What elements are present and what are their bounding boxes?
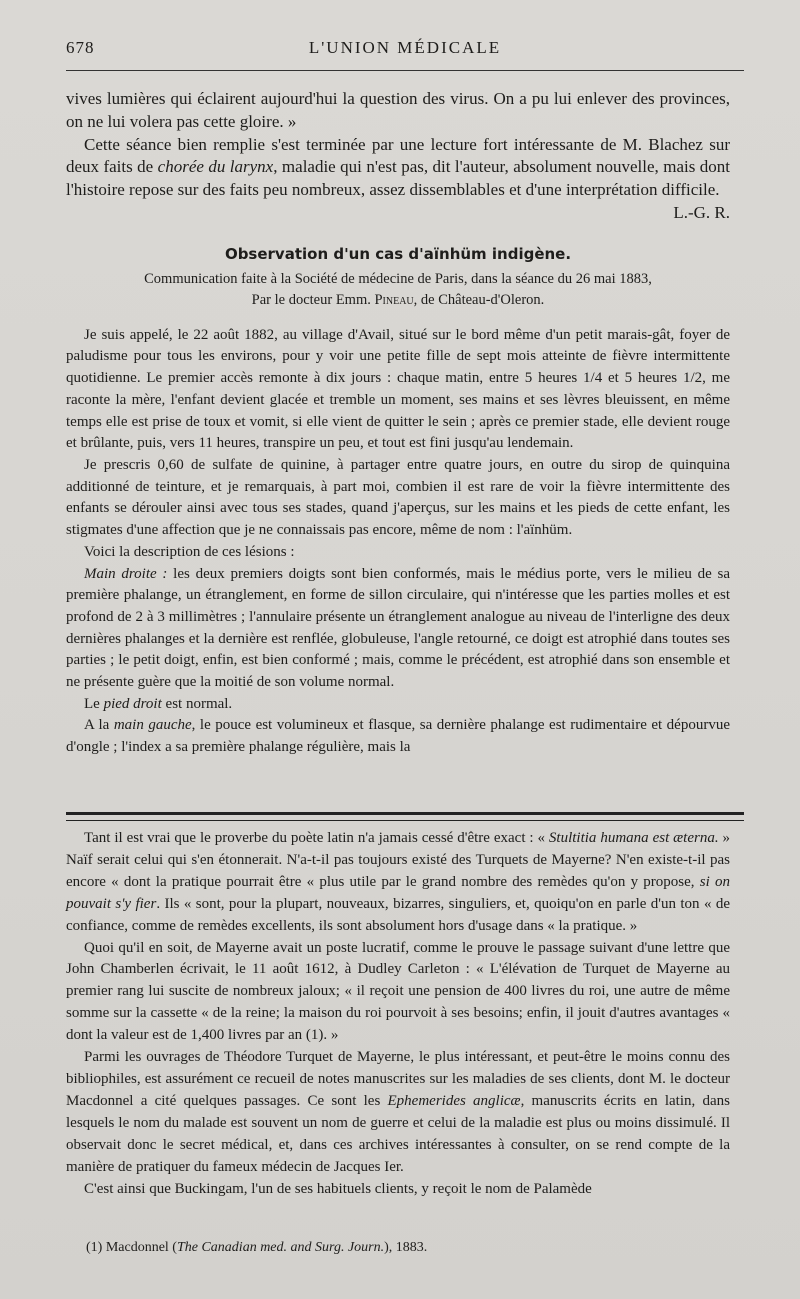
article-paragraph: Je prescris 0,60 de sulfate de quinine, à partager entre quatre jours, en outre du sirop de quinquina additionné de teinture, et je remarquais, à part moi, combien il est rare de voir la fièvre intermittente des enfants se dérouler ainsi avec tous ses stades, quand j'aperçus, sur les mains et les pieds de cette enfant, les stigmates d'une affection que je ne connaissais pas encore, même de nom : l'aïnhüm.: [66, 457, 730, 539]
running-title: L'UNION MÉDICALE: [308, 38, 502, 57]
feuilleton-paragraph: Quoi qu'il en soit, de Mayerne avait un poste lucratif, comme le prouve le passage suivant d'une lettre que John Chamberlen écrivait, le 11 août 1612, à Dudley Carleton : « L'élévation de Turquet de Mayerne au premier rang lui suscite de nombreux jaloux; « il reçoit une pension de 400 livres du roi, une autre de même somme sur la cassette « de la reine; la maison du roi pourvoit à ses besoins; enfin, il jouit d'autres avantages « dont la valeur est de 1,400 livres par an (1). »: [66, 939, 730, 1044]
header-rule: [66, 70, 744, 71]
page-number: 678: [66, 38, 95, 57]
feuilleton-column: [66, 828, 730, 1200]
page-header: [66, 36, 744, 60]
feuilleton-separator: [66, 812, 744, 821]
signature: L.-G. R.: [673, 202, 730, 222]
author-line: Par le docteur Emm. Pineau, de Château-d'Oleron.: [251, 291, 545, 308]
feuilleton-paragraph: C'est ainsi que Buckingam, l'un de ses habituels clients, y reçoit le nom de Palamède: [84, 1180, 592, 1197]
article-paragraph: A la main gauche, le pouce est volumineux et flasque, sa dernière phalange est rudimentaire et dépourvue d'ongle ; l'index a sa première phalange régulière, mais la: [66, 717, 730, 756]
article-title: Observation d'un cas d'aïnhüm indigène.: [224, 244, 572, 263]
article-body: [66, 325, 730, 759]
footnote: (1) Macdonnel (The Canadian med. and Surg. Journ.), 1883.: [86, 1240, 428, 1255]
feuilleton-paragraph: Parmi les ouvrages de Théodore Turquet de Mayerne, le plus intéressant, et peut-être le moins connu des bibliophiles, est assurément ce recueil de notes manuscrites sur les maladies de ses clients, dont M. le docteur Macdonnel a cité quelques passages. Ce sont les Ephemerides anglicæ, manuscrits écrits en latin, dans lesquels le nom du malade est souvent un nom de guerre et celui de la maladie est plus ou moins dissimulé. Il observait donc le secret médical, et, dans ces archives intéressantes à consulter, on se rend compte de la manière de pratiquer du fameux médecin de Jacques Ier.: [66, 1049, 730, 1175]
main-column: [66, 88, 730, 759]
article-paragraph: Voici la description de ces lésions :: [84, 543, 295, 560]
article-paragraph: Le pied droit est normal.: [84, 695, 233, 712]
article-paragraph: Je suis appelé, le 22 août 1882, au village d'Avail, situé sur le bord même d'un petit marais-gât, foyer de paludisme pour tous les environs, pour y voir une petite fille de sept mois atteinte de fièvre intermittente quotidienne. Le premier accès remonte à dix jours : chaque matin, entre 5 heures 1/4 et 5 heures 1/2, me raconte la mère, l'enfant devient glacée et tremble un moment, ses mains et ses lèvres bleuissent, en même temps elle est prise de toux et vomit, si elle vient de quitter le sein ; après ce premier stade, elle devient rouge et brûlante, puis, vers 11 heures, transpire un peu, et tout est fini jusqu'au lendemain.: [66, 326, 730, 452]
intro-paragraph-1: vives lumières qui éclairent aujourd'hui la question des virus. On a pu lui enlever des provinces, on ne lui volera pas cette gloire. »: [66, 89, 730, 131]
feuilleton-paragraph: Tant il est vrai que le proverbe du poète latin n'a jamais cessé d'être exact : « Stultitia humana est æterna. » Naïf serait celui qui s'en étonnerait. N'a-t-il pas toujours existé des Turquets de Mayerne? N'en existe-t-il pas encore « dont la pratique pourrait être « plus utile par le grand nombre des remèdes qu'on y propose, si on pouvait s'y fier. Ils « sont, pour la plupart, nouveaux, bizarres, singuliers, et, quoiqu'on en parle d'un ton « de confiance, comme de remèdes excellents, ils sont absolument hors d'usage dans « la pratique. »: [66, 830, 731, 934]
article-paragraph: Main droite : les deux premiers doigts sont bien conformés, mais le médius porte, vers le milieu de sa première phalange, un étranglement, en forme de sillon circulaire, qui n'intéresse que les parties molles et est profond de 2 à 3 millimètres ; l'annulaire présente un étranglement analogue au niveau de l'interligne des deux dernières phalanges et la dernière est renflée, globuleuse, l'angle retourné, ce doigt est atrophié dans toutes ses parties ; le petit doigt, enfin, est bien conformé ; mais, comme le précédent, est atrophié dans son ensemble et ne présente guère que la moitié de son volume normal.: [66, 565, 730, 691]
communication-note: Communication faite à la Société de médecine de Paris, dans la séance du 26 mai 1883,: [144, 270, 652, 287]
intro-paragraph-2: Cette séance bien remplie s'est terminée par une lecture fort intéressante de M. Blachez sur deux faits de chorée du larynx, maladie qui n'est pas, dit l'auteur, absolument nouvelle, mais dont l'histoire repose sur des faits peu nombreux, assez dissemblables et d'une interprétation difficile.: [66, 134, 730, 200]
